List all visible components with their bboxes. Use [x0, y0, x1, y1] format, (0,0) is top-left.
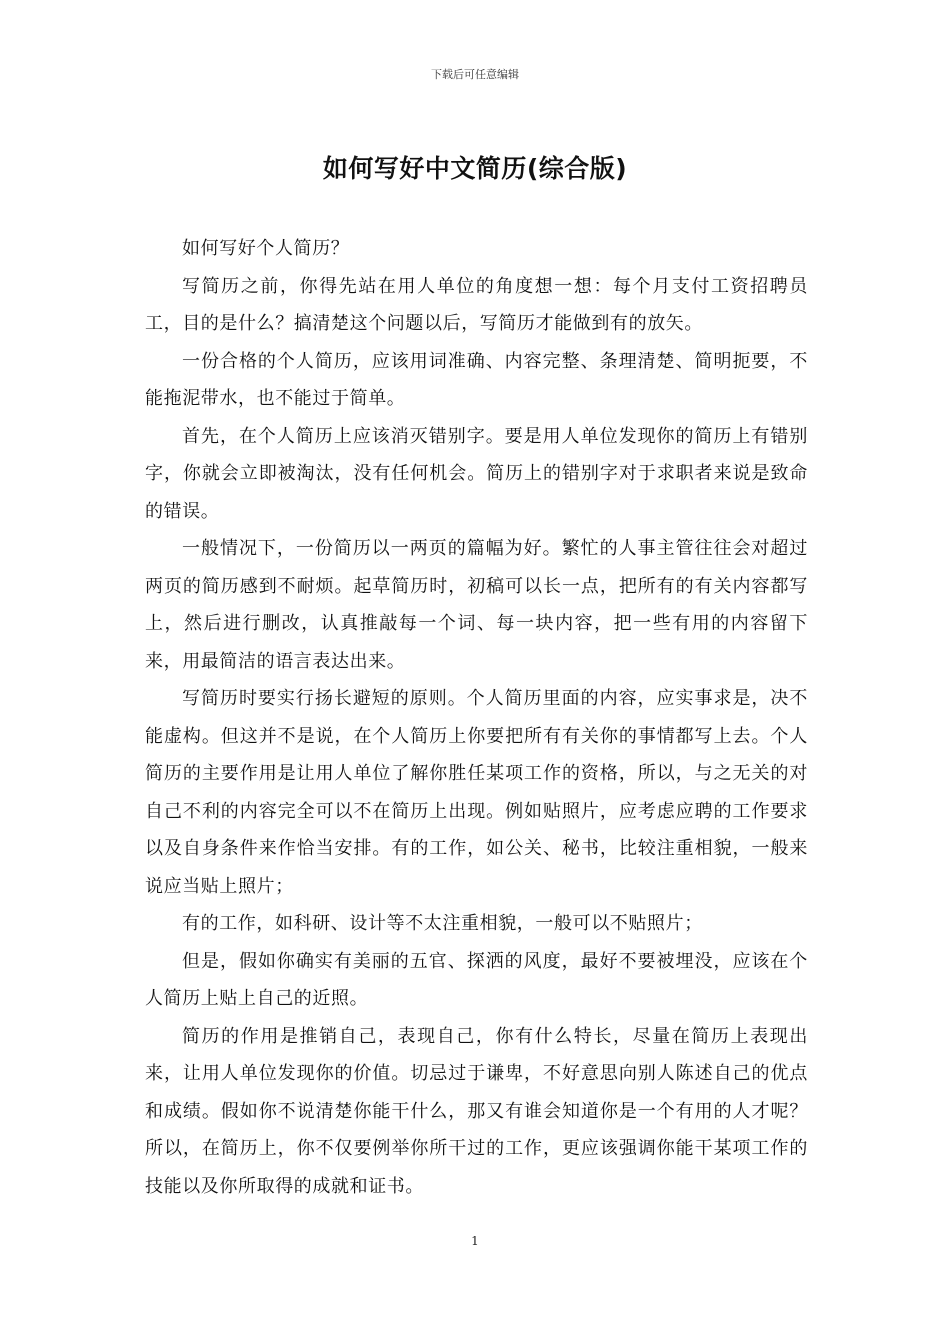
page-header-note: 下载后可任意编辑: [431, 68, 519, 81]
paragraph: 有的工作，如科研、设计等不太注重相貌，一般可以不贴照片；: [182, 913, 703, 934]
paragraph: 首先，在个人简历上应该消灭错别字。要是用人单位发现你的简历上有错别字，你就会立即被淘汰，没有任何机会。简历上的错别字对于求职者来说是致命的错误。: [145, 425, 808, 522]
paragraph: 一般情况下，一份简历以一两页的篇幅为好。繁忙的人事主管往往会对超过两页的简历感到不耐烦。起草简历时，初稿可以长一点，把所有的有关内容都写上，然后进行删改，认真推敲每一个词、每一块内容，把一些有用的内容留下来，用最简洁的语言表达出来。: [145, 538, 808, 672]
paragraph: 一份合格的个人简历，应该用词准确、内容完整、条理清楚、简明扼要，不能拖泥带水，也不能过于简单。: [145, 350, 808, 409]
paragraph: 写简历时要实行扬长避短的原则。个人简历里面的内容，应实事求是，决不能虚构。但这并不是说，在个人简历上你要把所有有关你的事情都写上去。个人简历的主要作用是让用人单位了解你胜任某项工作的资格，所以，与之无关的对自己不利的内容完全可以不在简历上出现。例如贴照片，应考虑应聘的工作要求以及自身条件来作恰当安排。有的工作，如公关、秘书，比较注重相貌，一般来说应当贴上照片；: [145, 688, 808, 897]
document-body: [145, 230, 808, 1205]
paragraph: 写简历之前，你得先站在用人单位的角度想一想：每个月支付工资招聘员工，目的是什么？搞清楚这个问题以后，写简历才能做到有的放矢。: [145, 275, 808, 334]
paragraph: 但是，假如你确实有美丽的五官、探洒的风度，最好不要被埋没，应该在个人简历上贴上自己的近照。: [145, 950, 808, 1009]
paragraph: 简历的作用是推销自己，表现自己，你有什么特长，尽量在简历上表现出来，让用人单位发现你的价值。切忌过于谦卑，不好意思向别人陈述自己的优点和成绩。假如你不说清楚你能干什么，那又有谁会知道你是一个有用的人才呢？所以，在简历上，你不仅要例举你所干过的工作，更应该强调你能干某项工作的技能以及你所取得的成就和证书。: [145, 1025, 808, 1197]
page-number: 1: [471, 1234, 479, 1248]
document-title: 如何写好中文简历(综合版): [322, 154, 628, 183]
paragraph: 如何写好个人简历？: [182, 238, 350, 259]
